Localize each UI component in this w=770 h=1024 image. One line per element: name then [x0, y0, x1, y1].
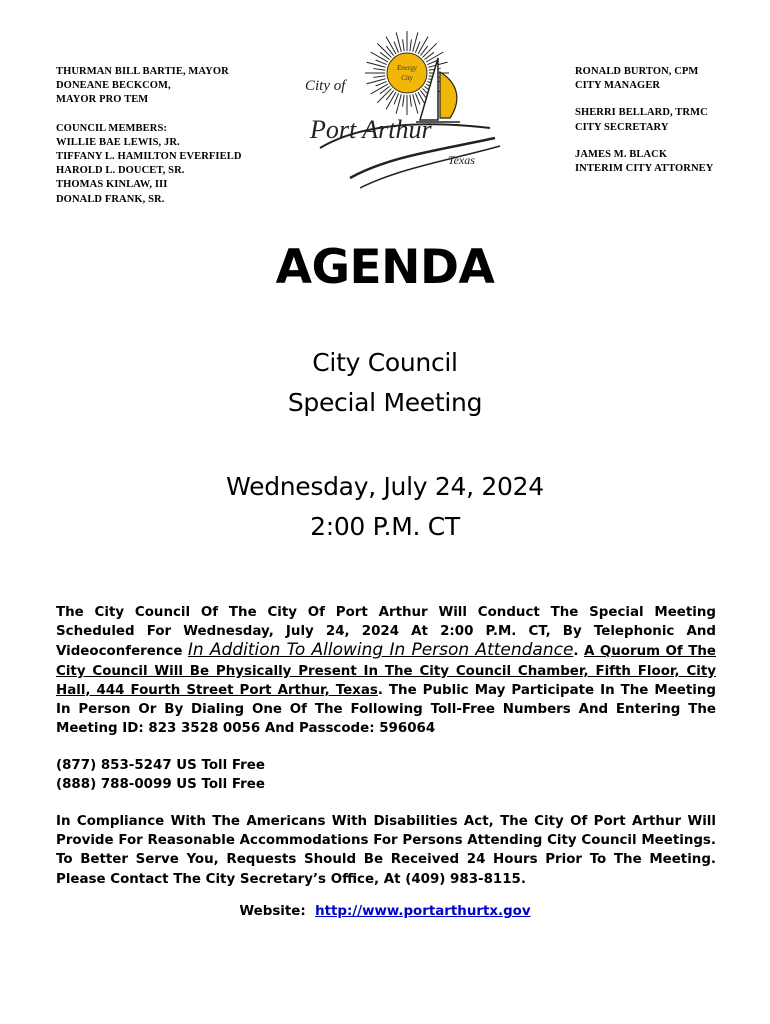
logo-sun-text-1: Energy	[397, 64, 417, 72]
website-link[interactable]: http://www.portarthurtx.gov	[315, 904, 531, 919]
meeting-time: 2:00 P.M. CT	[310, 512, 460, 541]
notice-text: .	[573, 644, 584, 660]
notice-text: . The Public May Participate In The Meeting In Person Or By Dialing One Of The Following Toll-Free Numbers And Entering The Meeting ID: 823 3528 0056 And Passcode: 596064	[56, 682, 716, 737]
phone-number: (877) 853-5247 US Toll Free	[56, 758, 265, 773]
officials-right-column	[575, 65, 713, 176]
phone-numbers	[56, 756, 716, 794]
notice-text: The City Council Of The City Of Port Arthur Will Conduct The Special Meeting Scheduled For Wednesday, July 24, 2024 At 2:00 P.M. CT, By Telephonic And Videoconference	[56, 605, 716, 660]
mayor-pro-tem-name: DONEANE BECKCOM,	[56, 80, 171, 92]
council-member: DONALD FRANK, SR.	[56, 193, 165, 205]
council-members-label: COUNCIL MEMBERS:	[56, 122, 167, 134]
city-attorney-name: JAMES M. BLACK	[575, 148, 668, 160]
website-line	[0, 904, 770, 919]
sun-ray	[403, 95, 405, 107]
city-logo	[290, 28, 510, 208]
agenda-title: AGENDA	[275, 240, 495, 295]
city-attorney-title: INTERIM CITY ATTORNEY	[575, 163, 714, 175]
sun-ray	[373, 69, 385, 71]
sun-ray	[403, 39, 405, 51]
logo-sun-text-2: City	[401, 74, 413, 82]
logo-texas: Texas	[448, 153, 475, 167]
mayor-line: THURMAN BILL BARTIE, MAYOR	[56, 66, 229, 77]
mayor-pro-tem-title: MAYOR PRO TEM	[56, 94, 149, 106]
logo-port-arthur: Port Arthur	[310, 115, 432, 144]
website-label: Website:	[239, 904, 306, 919]
meeting-notice	[56, 603, 716, 738]
logo-city-of: City of	[305, 78, 346, 94]
sun-ray	[373, 76, 385, 78]
meeting-date: Wednesday, July 24, 2024	[226, 472, 544, 501]
ada-notice: In Compliance With The Americans With Disabilities Act, The City Of Port Arthur Will Provide For Reasonable Accommodations For Persons Attending City Council Meetings. To Better Serve You, Requests Should Be Received 24 Hours Prior To The Meeting. Please Contact The City Secretary’s Office, At (409) 983-8115.	[56, 814, 716, 887]
officials-left-column	[56, 65, 242, 207]
city-manager-name: RONALD BURTON, CPM	[575, 66, 699, 77]
notice-quorum-location: A Quorum Of The City Council Will Be Physically Present In The City Council Chamber, Fifth Floor, City Hall, 444 Fourth Street Port Arthur, Texas	[56, 644, 716, 698]
city-manager-title: CITY MANAGER	[575, 80, 661, 92]
council-member: THOMAS KINLAW, III	[56, 179, 168, 191]
meeting-type-line-1: City Council	[312, 348, 458, 377]
sun-ray	[410, 39, 412, 51]
council-member: HAROLD L. DOUCET, SR.	[56, 165, 185, 177]
notice-emphasis: In Addition To Allowing In Person Attendance	[187, 640, 574, 661]
meeting-type-line-2: Special Meeting	[287, 388, 483, 417]
council-member: WILLIE BAE LEWIS, JR.	[56, 136, 180, 148]
sun-ray	[410, 95, 412, 107]
city-secretary-title: CITY SECRETARY	[575, 121, 669, 133]
city-secretary-name: SHERRI BELLARD, TRMC	[575, 107, 708, 119]
council-member: TIFFANY L. HAMILTON EVERFIELD	[56, 151, 242, 163]
phone-number: (888) 788-0099 US Toll Free	[56, 777, 265, 793]
